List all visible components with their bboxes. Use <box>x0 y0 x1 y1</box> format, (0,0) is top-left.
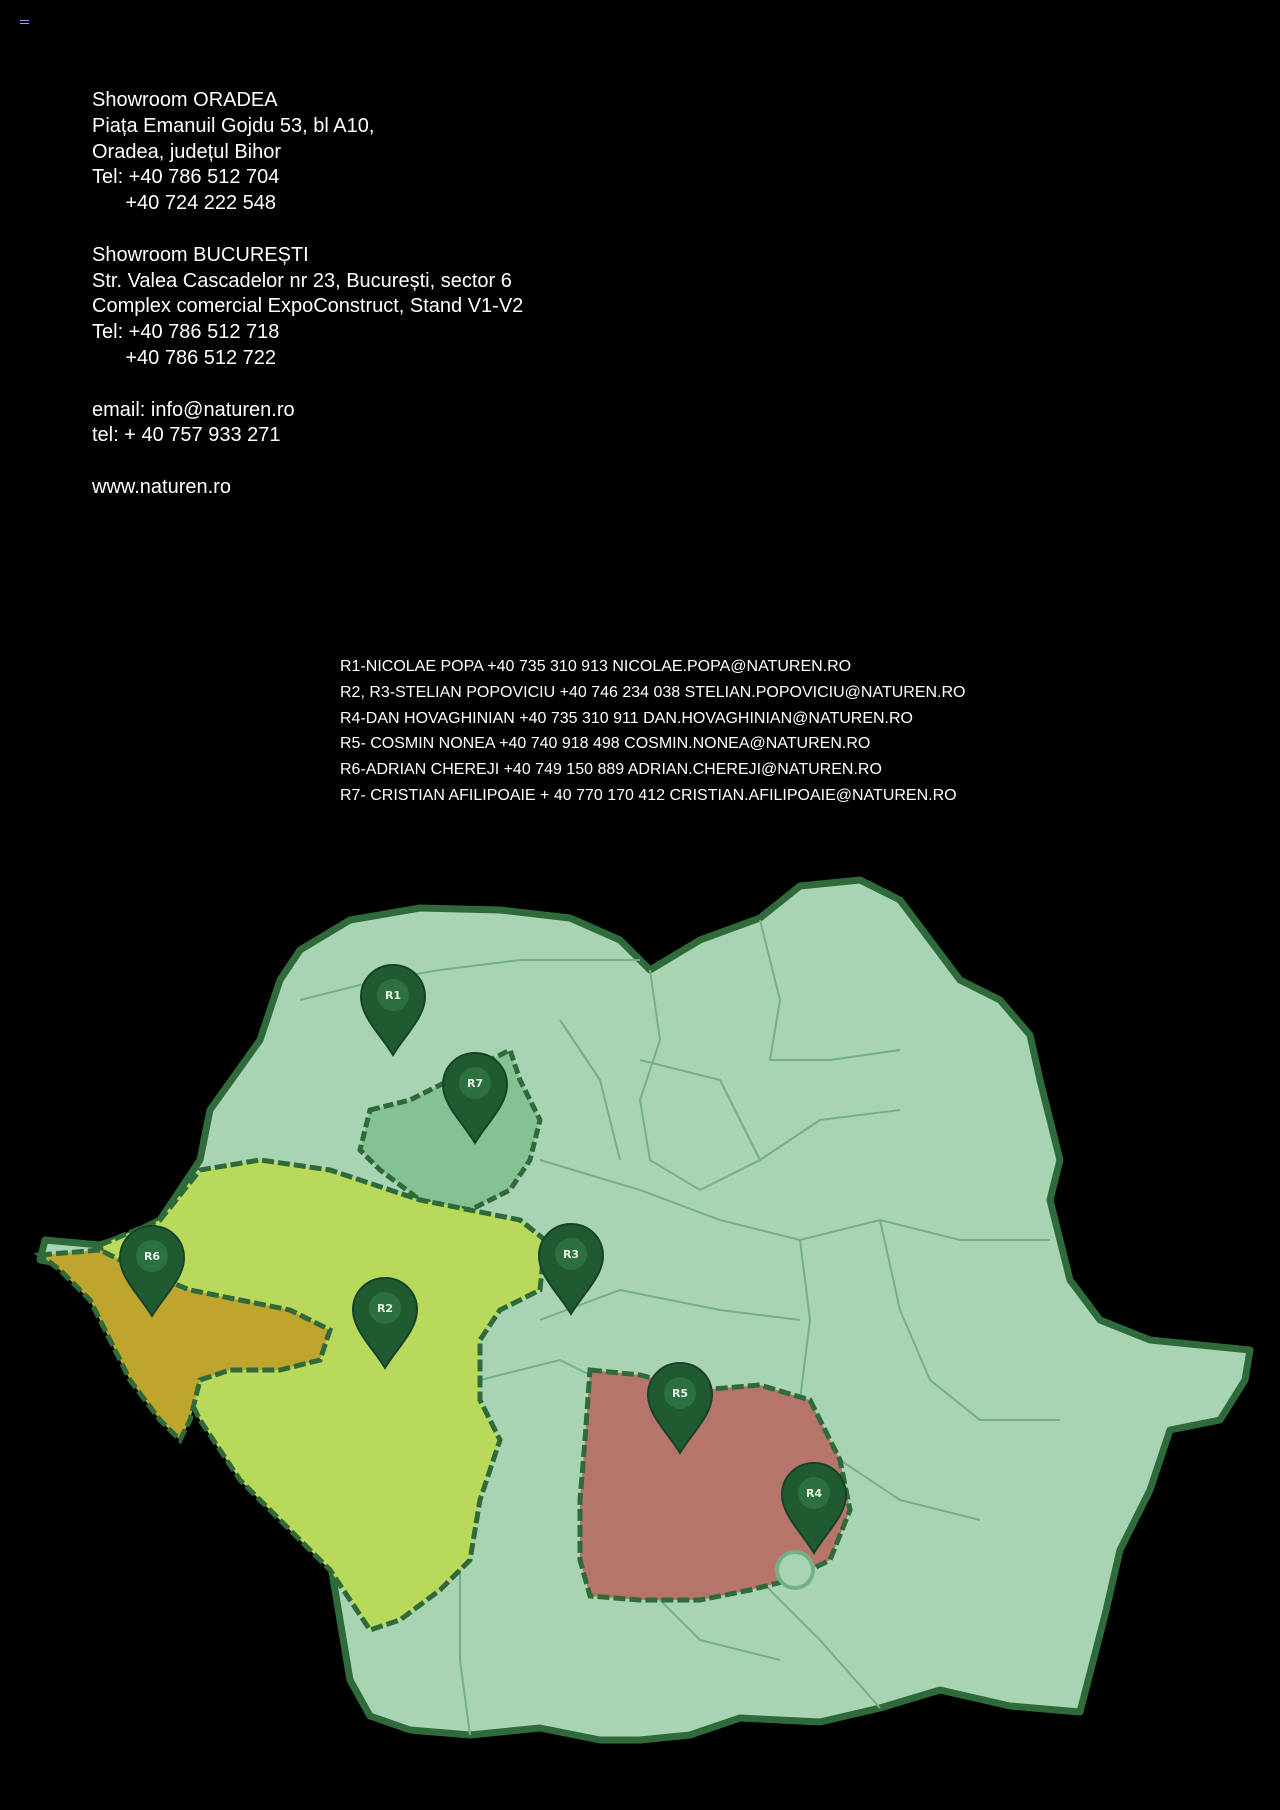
bucuresti-phone-2: +40 786 512 722 <box>92 346 277 369</box>
representative-r4: R4-DAN HOVAGHINIAN +40 735 310 911 DAN.HOVAGHINIAN@NATUREN.RO <box>340 709 913 727</box>
oradea-phone-1: Tel: +40 786 512 704 <box>92 166 280 189</box>
oradea-phone-2: +40 724 222 548 <box>92 192 277 215</box>
pin-label-r7: R7 <box>466 1077 484 1090</box>
pin-label-r6: R6 <box>143 1250 161 1263</box>
bucuresti-address-line1: Str. Valea Cascadelor nr 23, București, sector 6 <box>92 269 512 292</box>
representative-r7: R7- CRISTIAN AFILIPOAIE + 40 770 170 412 CRISTIAN.AFILIPOAIE@NATUREN.RO <box>340 786 957 804</box>
pin-label-r1: R1 <box>384 989 402 1002</box>
pin-label-r4: R4 <box>805 1487 823 1500</box>
pin-label-r2: R2 <box>376 1302 394 1315</box>
bucuresti-showroom-title: Showroom BUCUREȘTI <box>92 243 309 266</box>
website-link[interactable]: www.naturen.ro <box>92 475 231 498</box>
representative-r6: R6-ADRIAN CHEREJI +40 749 150 889 ADRIAN.CHEREJI@NATUREN.RO <box>340 761 882 779</box>
bucuresti-phone-1: Tel: +40 786 512 718 <box>92 321 280 344</box>
pin-label-r5: R5 <box>671 1387 689 1400</box>
email-contact[interactable]: email: info@naturen.ro <box>92 398 295 421</box>
phone-contact[interactable]: tel: + 40 757 933 271 <box>92 424 281 447</box>
oradea-address-line1: Piața Emanuil Gojdu 53, bl A10, <box>92 114 375 137</box>
bucuresti-address-line2: Complex comercial ExpoConstruct, Stand V1-V2 <box>92 295 524 318</box>
representatives-list <box>340 654 966 809</box>
contact-block <box>92 88 523 501</box>
representative-r2-r3: R2, R3-STELIAN POPOVICIU +40 746 234 038 STELIAN.POPOVICIU@NATUREN.RO <box>340 683 966 701</box>
oradea-address-line2: Oradea, județul Bihor <box>92 140 282 163</box>
region-r4-area <box>777 1552 813 1588</box>
pin-label-r3: R3 <box>562 1248 580 1261</box>
representative-r1: R1-NICOLAE POPA +40 735 310 913 NICOLAE.POPA@NATUREN.RO <box>340 658 852 675</box>
oradea-showroom-title: Showroom ORADEA <box>92 89 278 111</box>
romania-region-map <box>0 860 1280 1760</box>
representative-r5: R5- COSMIN NONEA +40 740 918 498 COSMIN.NONEA@NATUREN.RO <box>340 735 871 753</box>
hamburger-icon[interactable] <box>20 20 29 26</box>
